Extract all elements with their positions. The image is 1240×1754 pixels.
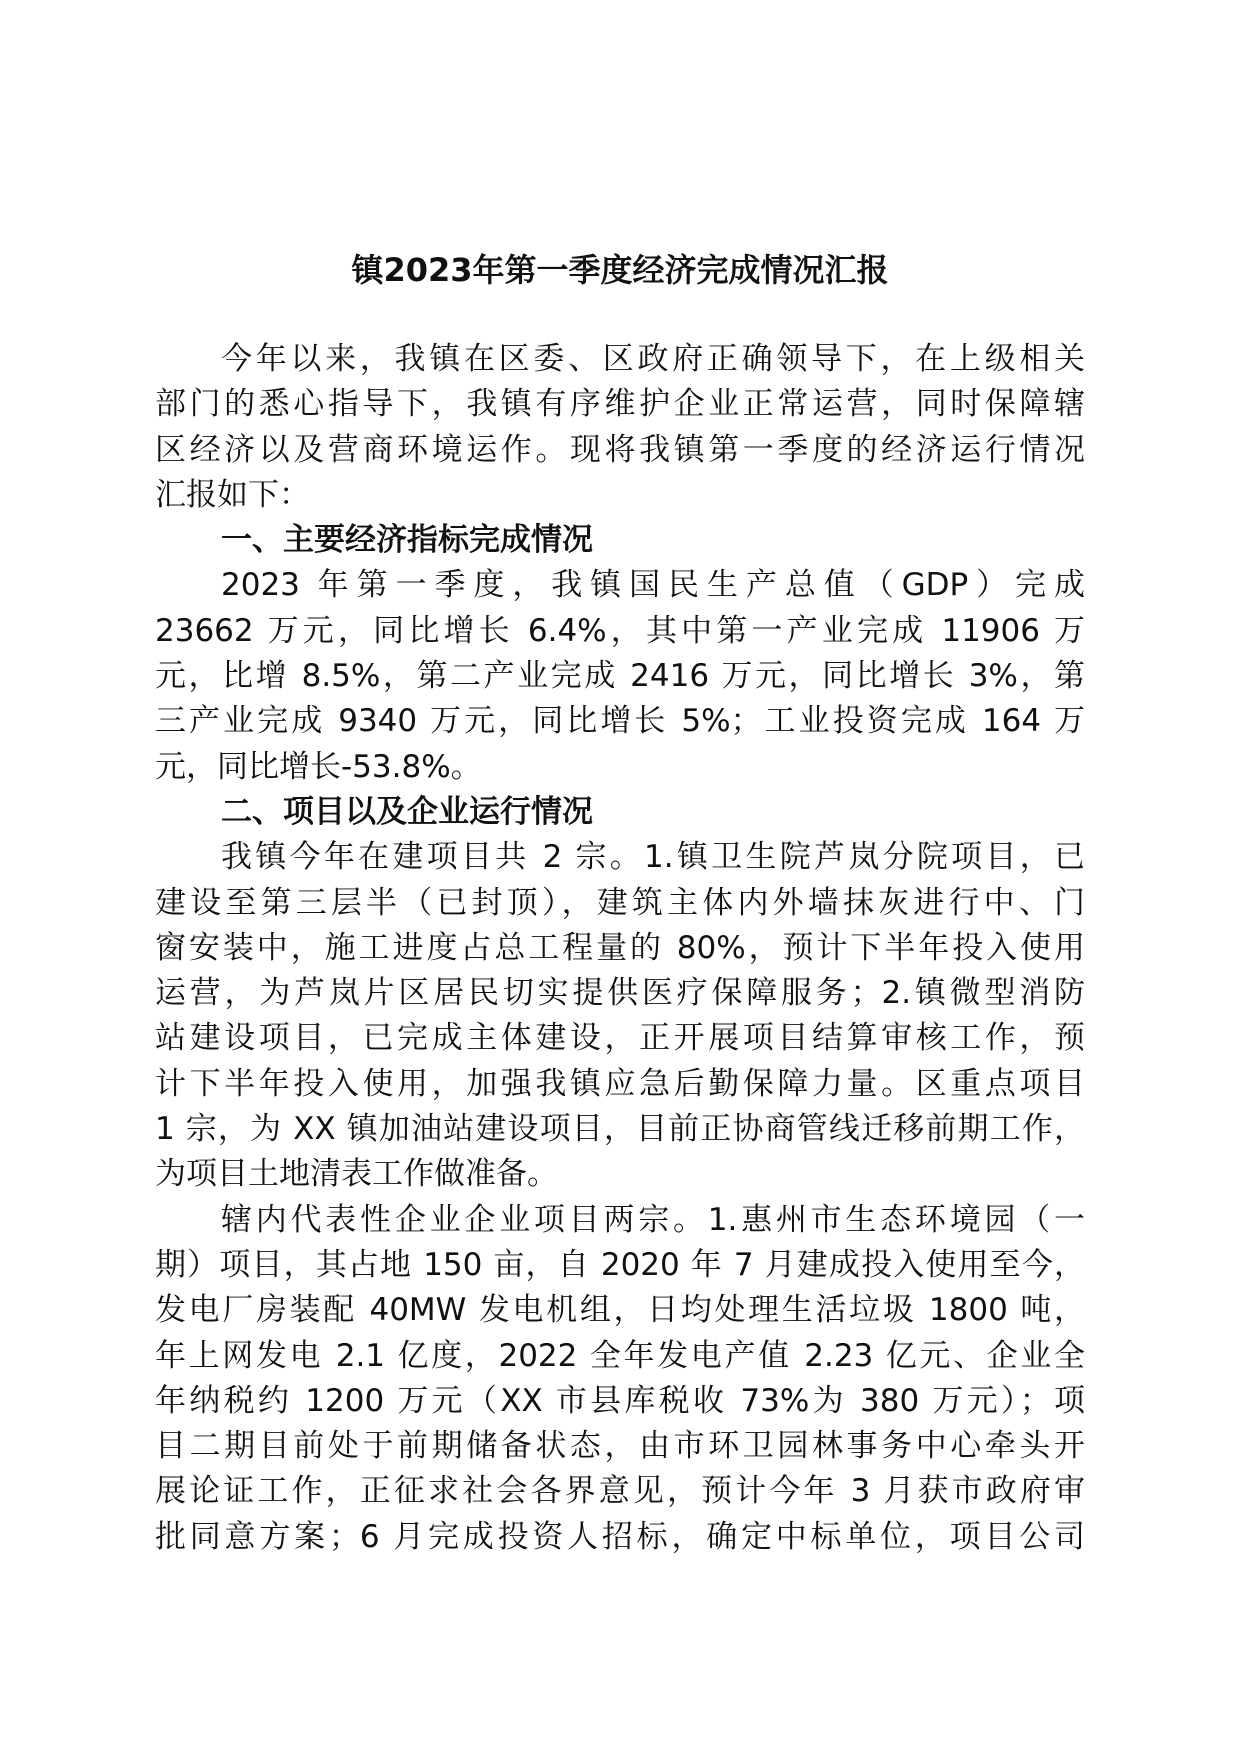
section-heading — [155, 790, 1085, 835]
text-line: 1 宗，为 XX 镇加油站建设项目，目前正协商管线迁移前期工作， — [155, 1111, 1085, 1148]
text-line: 批同意方案；6 月完成投资人招标，确定中标单位，项目公司 — [155, 1518, 1085, 1555]
text-line: 区经济以及营商环境运作。现将我镇第一季度的经济运行情况 — [155, 431, 1085, 468]
text-line: 期）项目，其占地 150 亩，自 2020 年 7 月建成投入使用至今， — [155, 1246, 1085, 1283]
text-line: 部门的悉心指导下，我镇有序维护企业正常运营，同时保障辖 — [155, 386, 1085, 423]
document-body — [155, 337, 1085, 1560]
text-line: 年纳税约 1200 万元（XX 市县库税收 73%为 380 万元）；项 — [155, 1382, 1085, 1419]
text-line: 为项目土地清表工作做准备。 — [155, 1156, 558, 1193]
text-line: 三产业完成 9340 万元，同比增长 5%；工业投资完成 164 万 — [155, 703, 1085, 740]
text-line: 年上网发电 2.1 亿度，2022 全年发电产值 2.23 亿元、企业全 — [155, 1337, 1085, 1374]
paragraph — [155, 337, 1085, 518]
text-line: 计下半年投入使用，加强我镇应急后勤保障力量。区重点项目 — [155, 1065, 1085, 1102]
section-heading — [155, 518, 1085, 563]
text-line: 23662 万元，同比增长 6.4%，其中第一产业完成 11906 万 — [155, 612, 1085, 649]
text-line: 建设至第三层半（已封顶），建筑主体内外墙抹灰进行中、门 — [155, 884, 1085, 921]
text-line: 一、主要经济指标完成情况 — [221, 522, 593, 559]
text-line: 展论证工作，正征求社会各界意见，预计今年 3 月获市政府审 — [155, 1473, 1085, 1510]
paragraph — [155, 563, 1085, 789]
text-line: 运营，为芦岚片区居民切实提供医疗保障服务；2.镇微型消防 — [155, 975, 1085, 1012]
text-line: 二、项目以及企业运行情况 — [221, 793, 593, 830]
text-line: 2023 年第一季度，我镇国民生产总值（GDP）完成 — [221, 567, 1085, 604]
text-line: 元，同比增长-53.8%。 — [155, 748, 482, 785]
text-line: 今年以来，我镇在区委、区政府正确领导下，在上级相关 — [221, 341, 1085, 377]
text-line: 目二期目前处于前期储备状态，由市环卫园林事务中心牵头开 — [155, 1428, 1085, 1465]
text-line: 元，比增 8.5%，第二产业完成 2416 万元，同比增长 3%，第 — [155, 658, 1085, 695]
text-line: 发电厂房装配 40MW 发电机组，日均处理生活垃圾 1800 吨， — [155, 1292, 1085, 1329]
text-line: 窗安装中，施工进度占总工程量的 80%，预计下半年投入使用 — [155, 929, 1085, 966]
document-title: 镇2023年第一季度经济完成情况汇报 — [351, 251, 889, 289]
paragraph — [155, 1198, 1085, 1560]
paragraph — [155, 835, 1085, 1197]
text-line: 我镇今年在建项目共 2 宗。1.镇卫生院芦岚分院项目，已 — [221, 839, 1085, 876]
text-line: 站建设项目，已完成主体建设，正开展项目结算审核工作，预 — [155, 1020, 1085, 1057]
text-line: 汇报如下： — [155, 476, 310, 513]
text-line: 辖内代表性企业企业项目两宗。1.惠州市生态环境园（一 — [221, 1201, 1085, 1238]
